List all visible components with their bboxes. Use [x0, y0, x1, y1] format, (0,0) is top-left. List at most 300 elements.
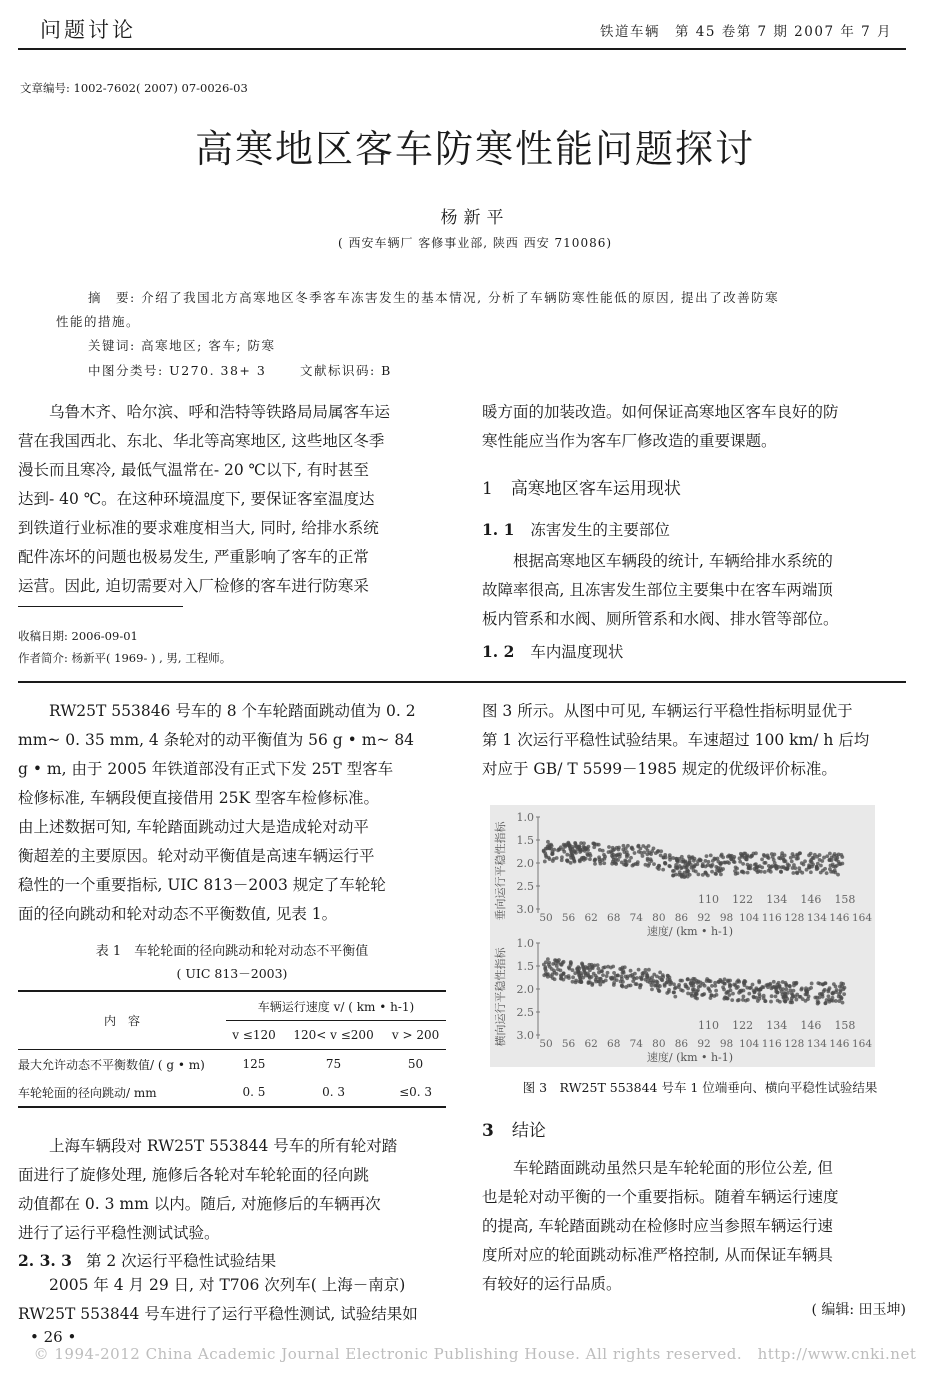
- data-point: [686, 862, 690, 866]
- data-point: [792, 863, 796, 867]
- data-point: [798, 851, 802, 855]
- article-number: 文章编号: 1002-7602( 2007) 07-0026-03: [20, 81, 248, 95]
- data-point: [618, 855, 622, 859]
- data-point: [574, 980, 578, 984]
- data-point: [703, 984, 707, 988]
- body-line: 第 1 次运行平稳性试验结果。车速超过 100 km/ h 后均: [482, 731, 870, 749]
- data-point: [783, 1000, 787, 1004]
- data-point: [611, 853, 615, 857]
- data-point: [783, 994, 787, 998]
- body-line: 根据高寒地区车辆段的统计, 车辆给排水系统的: [513, 552, 833, 570]
- section-number: 1. 1: [482, 520, 515, 539]
- data-point: [821, 982, 825, 986]
- data-point: [657, 989, 661, 993]
- data-point: [544, 853, 548, 857]
- data-point: [675, 859, 679, 863]
- data-point: [633, 851, 637, 855]
- data-point: [788, 984, 792, 988]
- data-point: [544, 969, 548, 973]
- data-point: [649, 857, 653, 861]
- data-point: [644, 968, 648, 972]
- data-point: [824, 1001, 828, 1005]
- data-point: [742, 989, 746, 993]
- data-point: [612, 847, 616, 851]
- data-point: [551, 859, 555, 863]
- data-point: [740, 870, 744, 874]
- data-point: [782, 865, 786, 869]
- data-point: [652, 862, 656, 866]
- data-point: [571, 968, 575, 972]
- data-point: [627, 859, 631, 863]
- data-point: [807, 866, 811, 870]
- data-point: [774, 990, 778, 994]
- body-line: g • m, 由于 2005 年铁道部没有正式下发 25T 型客车: [18, 760, 394, 778]
- y-tick-label: 3.0: [516, 1029, 534, 1042]
- data-point: [616, 858, 620, 862]
- data-point: [605, 974, 609, 978]
- keywords: 关键词: 高寒地区; 客车; 防寒: [88, 338, 276, 353]
- data-point: [696, 981, 700, 985]
- section-1-1-heading: [482, 518, 670, 540]
- data-point: [708, 989, 712, 993]
- figure-3: [490, 805, 875, 1067]
- intro-line: 运营。因此, 迫切需要对入厂检修的客车进行防寒采: [18, 577, 369, 595]
- body-line: 稳性的一个重要指标, UIC 813－2003 规定了车轮轮: [18, 876, 386, 894]
- x-tick-label: 56: [561, 1038, 576, 1050]
- data-point: [752, 852, 756, 856]
- data-point: [805, 992, 809, 996]
- y-tick-label: 3.0: [516, 903, 534, 916]
- data-point: [621, 969, 625, 973]
- data-point: [565, 843, 569, 847]
- section-2-3-3-heading: [18, 1249, 276, 1271]
- data-point: [644, 978, 648, 982]
- data-point: [591, 982, 595, 986]
- data-point: [716, 866, 720, 870]
- data-point: [633, 972, 637, 976]
- body-line: 检修标准, 车辆段便直接借用 25K 型客车检修标准。: [18, 789, 380, 807]
- data-point: [645, 852, 649, 856]
- data-point: [609, 976, 613, 980]
- data-point: [675, 867, 679, 871]
- data-point: [582, 845, 586, 849]
- data-point: [594, 980, 598, 984]
- x-tick-label: 50: [539, 1038, 553, 1050]
- x-tick-label: 74: [629, 1038, 643, 1050]
- table-header-speed-band: 120< v ≤200: [282, 1021, 385, 1050]
- data-point: [723, 982, 727, 986]
- data-point: [834, 990, 838, 994]
- data-point: [785, 984, 789, 988]
- data-point: [598, 859, 602, 863]
- data-point: [728, 979, 732, 983]
- data-point: [818, 858, 822, 862]
- data-point: [766, 985, 770, 989]
- data-point: [710, 993, 714, 997]
- y-axis-label: 横向运行平稳性指标: [494, 947, 507, 1047]
- data-point: [636, 845, 640, 849]
- data-point: [839, 990, 843, 994]
- data-point: [827, 994, 831, 998]
- data-point: [629, 984, 633, 988]
- data-point: [674, 986, 678, 990]
- body-line: 图 3 所示。从图中可见, 车辆运行平稳性指标明显优于: [482, 702, 853, 720]
- data-point: [764, 861, 768, 865]
- data-point: [790, 859, 794, 863]
- data-point: [680, 860, 684, 864]
- data-point: [758, 988, 762, 992]
- y-tick-label: 1.0: [516, 811, 534, 824]
- data-point: [737, 991, 741, 995]
- data-point: [559, 968, 563, 972]
- x-tick-label: 122: [732, 893, 754, 906]
- editor-note: ( 编辑: 田玉坤): [811, 1302, 906, 1318]
- data-point: [583, 849, 587, 853]
- x-tick-label: 104: [739, 912, 760, 924]
- data-point: [596, 963, 600, 967]
- x-tick-label: 110: [698, 1019, 720, 1032]
- section-1-2-heading: [482, 640, 623, 662]
- data-point: [693, 857, 697, 861]
- body-line: 车轮踏面跳动虽然只是车轮轮面的形位公差, 但: [513, 1159, 833, 1177]
- data-point: [571, 975, 575, 979]
- data-point: [823, 988, 827, 992]
- body-line: 的提高, 车轮踏面跳动在检修时应当参照车辆运行速: [482, 1217, 833, 1235]
- data-point: [760, 858, 764, 862]
- data-point: [735, 867, 739, 871]
- body-line: 也是轮对动平衡的一个重要指标。随着车辆运行速度: [482, 1188, 839, 1206]
- data-point: [719, 854, 723, 858]
- data-point: [701, 993, 705, 997]
- data-point: [722, 861, 726, 865]
- clc-number: 中图分类号: U270. 38+ 3: [88, 363, 267, 378]
- data-point: [746, 863, 750, 867]
- x-tick-label: 92: [697, 1038, 711, 1050]
- data-point: [562, 850, 566, 854]
- data-point: [667, 864, 671, 868]
- data-point: [624, 985, 628, 989]
- body-line: 2005 年 4 月 29 日, 对 T706 次列车( 上海－南京): [49, 1276, 406, 1294]
- data-point: [790, 1001, 794, 1005]
- article-title: 高寒地区客车防寒性能问题探讨: [194, 127, 755, 171]
- data-point: [612, 983, 616, 987]
- data-point: [736, 979, 740, 983]
- data-point: [597, 971, 601, 975]
- data-point: [661, 868, 665, 872]
- data-point: [650, 976, 654, 980]
- data-point: [569, 861, 573, 865]
- data-point: [731, 992, 735, 996]
- data-point: [779, 870, 783, 874]
- data-point: [668, 978, 672, 982]
- data-point: [584, 857, 588, 861]
- data-point: [810, 982, 814, 986]
- data-point: [671, 856, 675, 860]
- data-point: [704, 859, 708, 863]
- data-point: [695, 989, 699, 993]
- intro-line: 达到- 40 ℃。在这种环境温度下, 要保证客室温度达: [18, 490, 375, 508]
- data-point: [650, 987, 654, 991]
- data-point: [716, 857, 720, 861]
- data-point: [660, 978, 664, 982]
- data-point: [666, 974, 670, 978]
- data-point: [829, 998, 833, 1002]
- x-tick-label: 80: [652, 912, 666, 924]
- data-point: [697, 985, 701, 989]
- data-point: [668, 853, 672, 857]
- section-number: 1. 2: [482, 642, 515, 661]
- data-point: [647, 968, 651, 972]
- data-point: [811, 856, 815, 860]
- data-point: [601, 973, 605, 977]
- author-name: 杨新平: [440, 208, 510, 228]
- data-point: [781, 856, 785, 860]
- data-point: [594, 974, 598, 978]
- data-point: [652, 979, 656, 983]
- y-tick-label: 1.5: [516, 834, 534, 847]
- data-point: [592, 842, 596, 846]
- y-tick-label: 2.0: [516, 983, 534, 996]
- data-point: [546, 957, 550, 961]
- section-title: 高寒地区客车运用现状: [510, 479, 681, 499]
- author-info: 作者简介: 杨新平( 1969- ) , 男, 工程师。: [18, 651, 232, 665]
- table-cell: 50: [407, 1057, 424, 1071]
- data-point: [778, 1000, 782, 1004]
- data-point: [603, 855, 607, 859]
- data-point: [754, 996, 758, 1000]
- data-point: [763, 870, 767, 874]
- data-point: [730, 998, 734, 1002]
- footnote-rule: [18, 606, 183, 607]
- x-tick-label: 158: [834, 1019, 856, 1032]
- data-point: [596, 967, 600, 971]
- data-point: [769, 865, 773, 869]
- section-title: 第 2 次运行平稳性试验结果: [85, 1252, 277, 1270]
- data-point: [573, 971, 577, 975]
- conclusion-paragraph: [482, 1154, 910, 1299]
- data-point: [688, 873, 692, 877]
- table-1: [18, 990, 446, 1108]
- data-point: [641, 974, 645, 978]
- data-point: [723, 977, 727, 981]
- data-point: [546, 840, 550, 844]
- data-point: [662, 855, 666, 859]
- data-point: [796, 857, 800, 861]
- data-point: [584, 974, 588, 978]
- data-point: [674, 863, 678, 867]
- data-point: [590, 975, 594, 979]
- table-subcaption: ( UIC 813－2003): [176, 966, 288, 981]
- data-point: [762, 996, 766, 1000]
- data-point: [791, 871, 795, 875]
- data-point: [579, 841, 583, 845]
- data-point: [647, 862, 651, 866]
- data-point: [735, 986, 739, 990]
- data-point: [816, 1002, 820, 1006]
- data-point: [629, 969, 633, 973]
- data-point: [705, 854, 709, 858]
- data-point: [567, 974, 571, 978]
- section-number: 3: [482, 1121, 494, 1141]
- data-point: [688, 856, 692, 860]
- data-point: [690, 994, 694, 998]
- data-point: [562, 972, 566, 976]
- data-point: [590, 963, 594, 967]
- x-tick-label: 122: [732, 1019, 754, 1032]
- data-point: [597, 843, 601, 847]
- lower-left-paragraph-3: [18, 1271, 446, 1329]
- data-point: [593, 859, 597, 863]
- data-point: [620, 861, 624, 865]
- data-point: [713, 984, 717, 988]
- data-point: [600, 980, 604, 984]
- data-point: [816, 866, 820, 870]
- data-point: [818, 992, 822, 996]
- data-point: [753, 867, 757, 871]
- data-point: [696, 859, 700, 863]
- data-point: [816, 862, 820, 866]
- data-point: [683, 871, 687, 875]
- data-point: [741, 995, 745, 999]
- data-point: [624, 863, 628, 867]
- section-number: 2. 3. 3: [18, 1251, 72, 1270]
- data-point: [579, 971, 583, 975]
- y-tick-label: 2.5: [516, 880, 534, 893]
- data-point: [560, 963, 564, 967]
- section-1-heading: [482, 474, 681, 499]
- data-point: [620, 984, 624, 988]
- data-point: [606, 965, 610, 969]
- data-point: [731, 857, 735, 861]
- data-point: [780, 851, 784, 855]
- data-point: [601, 849, 605, 853]
- x-tick-label: 68: [607, 912, 621, 924]
- x-tick-label: 146: [829, 912, 850, 924]
- data-point: [714, 872, 718, 876]
- data-point: [727, 861, 731, 865]
- data-point: [742, 982, 746, 986]
- table-header-speed: 车辆运行速度 v/ ( km • h-1): [226, 991, 446, 1021]
- body-line: 进行了运行平稳性测试试验。: [18, 1224, 220, 1242]
- data-point: [813, 996, 817, 1000]
- data-point: [767, 869, 771, 873]
- data-point: [613, 861, 617, 865]
- data-point: [714, 989, 718, 993]
- data-point: [746, 871, 750, 875]
- data-point: [772, 985, 776, 989]
- table-cell: 0. 3: [322, 1085, 345, 1099]
- data-point: [707, 979, 711, 983]
- data-point: [680, 855, 684, 859]
- data-point: [753, 863, 757, 867]
- data-point: [578, 858, 582, 862]
- body-line: 对应于 GB/ T 5599－1985 规定的优级评价标准。: [482, 760, 837, 778]
- data-point: [619, 980, 623, 984]
- data-point: [588, 857, 592, 861]
- data-point: [547, 963, 551, 967]
- data-point: [630, 864, 634, 868]
- lower-right-paragraph-1: [482, 697, 910, 784]
- data-point: [832, 982, 836, 986]
- data-point: [786, 866, 790, 870]
- data-point: [770, 994, 774, 998]
- x-tick-label: 146: [800, 1019, 822, 1032]
- data-point: [649, 852, 653, 856]
- x-tick-label: 68: [607, 1038, 621, 1050]
- page-number: • 26 •: [30, 1328, 77, 1346]
- data-point: [728, 985, 732, 989]
- data-point: [617, 846, 621, 850]
- data-point: [647, 844, 651, 848]
- x-tick-label: 134: [766, 1019, 788, 1032]
- data-point: [732, 983, 736, 987]
- data-point: [742, 852, 746, 856]
- x-tick-label: 98: [719, 1038, 734, 1050]
- data-point: [585, 852, 589, 856]
- x-tick-label: 62: [584, 1038, 598, 1050]
- data-point: [762, 853, 766, 857]
- data-point: [618, 967, 622, 971]
- table-cell: 75: [325, 1057, 342, 1071]
- data-point: [593, 862, 597, 866]
- body-line: 面进行了旋修处理, 施修后各轮对车轮轮面的径向跳: [18, 1166, 369, 1184]
- y-tick-label: 1.0: [516, 937, 534, 950]
- data-point: [654, 851, 658, 855]
- data-point: [546, 975, 550, 979]
- data-point: [559, 845, 563, 849]
- x-tick-label: 104: [739, 1038, 760, 1050]
- intro-continuation: [482, 398, 910, 456]
- copyright-footer: © 1994-2012 China Academic Journal Electronic Publishing House. All rights reserved. http://www.cnki.net: [33, 1345, 917, 1363]
- x-tick-label: 62: [584, 912, 598, 924]
- data-point: [759, 870, 763, 874]
- intro-line: 寒性能应当作为客车厂修改造的重要课题。: [482, 432, 777, 450]
- data-point: [694, 870, 698, 874]
- data-point: [766, 855, 770, 859]
- data-point: [828, 986, 832, 990]
- x-tick-label: 56: [561, 912, 576, 924]
- data-point: [565, 859, 569, 863]
- data-point: [836, 873, 840, 877]
- data-point: [673, 995, 677, 999]
- data-point: [554, 959, 558, 963]
- table-header-speed-band: v ≤120: [226, 1021, 282, 1050]
- data-point: [738, 856, 742, 860]
- data-point: [772, 980, 776, 984]
- page-break-rule: [18, 681, 906, 683]
- table-row-label: 车轮轮面的径向跳动/ mm: [18, 1085, 157, 1100]
- data-point: [658, 971, 662, 975]
- abstract-line-1: 摘 要: 介绍了我国北方高寒地区冬季客车冻害发生的基本情况, 分析了车辆防寒性能低的原因, 提出了改善防寒: [88, 290, 780, 305]
- body-line: 衡超差的主要原因。轮对动平衡值是高速车辆运行平: [18, 847, 375, 865]
- data-point: [819, 871, 823, 875]
- x-tick-label: 80: [652, 1038, 666, 1050]
- column-title: 问题讨论: [40, 18, 136, 42]
- data-point: [833, 857, 837, 861]
- data-point: [757, 992, 761, 996]
- x-tick-label: 128: [784, 912, 805, 924]
- data-point: [543, 860, 547, 864]
- data-point: [748, 986, 752, 990]
- data-point: [634, 982, 638, 986]
- data-point: [691, 977, 695, 981]
- data-point: [587, 981, 591, 985]
- x-tick-label: 146: [800, 893, 822, 906]
- body-line: 由上述数据可知, 车轮踏面跳动过大是造成轮对动平: [18, 818, 369, 836]
- figure-3-svg: [490, 805, 875, 1067]
- data-point: [823, 867, 827, 871]
- data-point: [798, 869, 802, 873]
